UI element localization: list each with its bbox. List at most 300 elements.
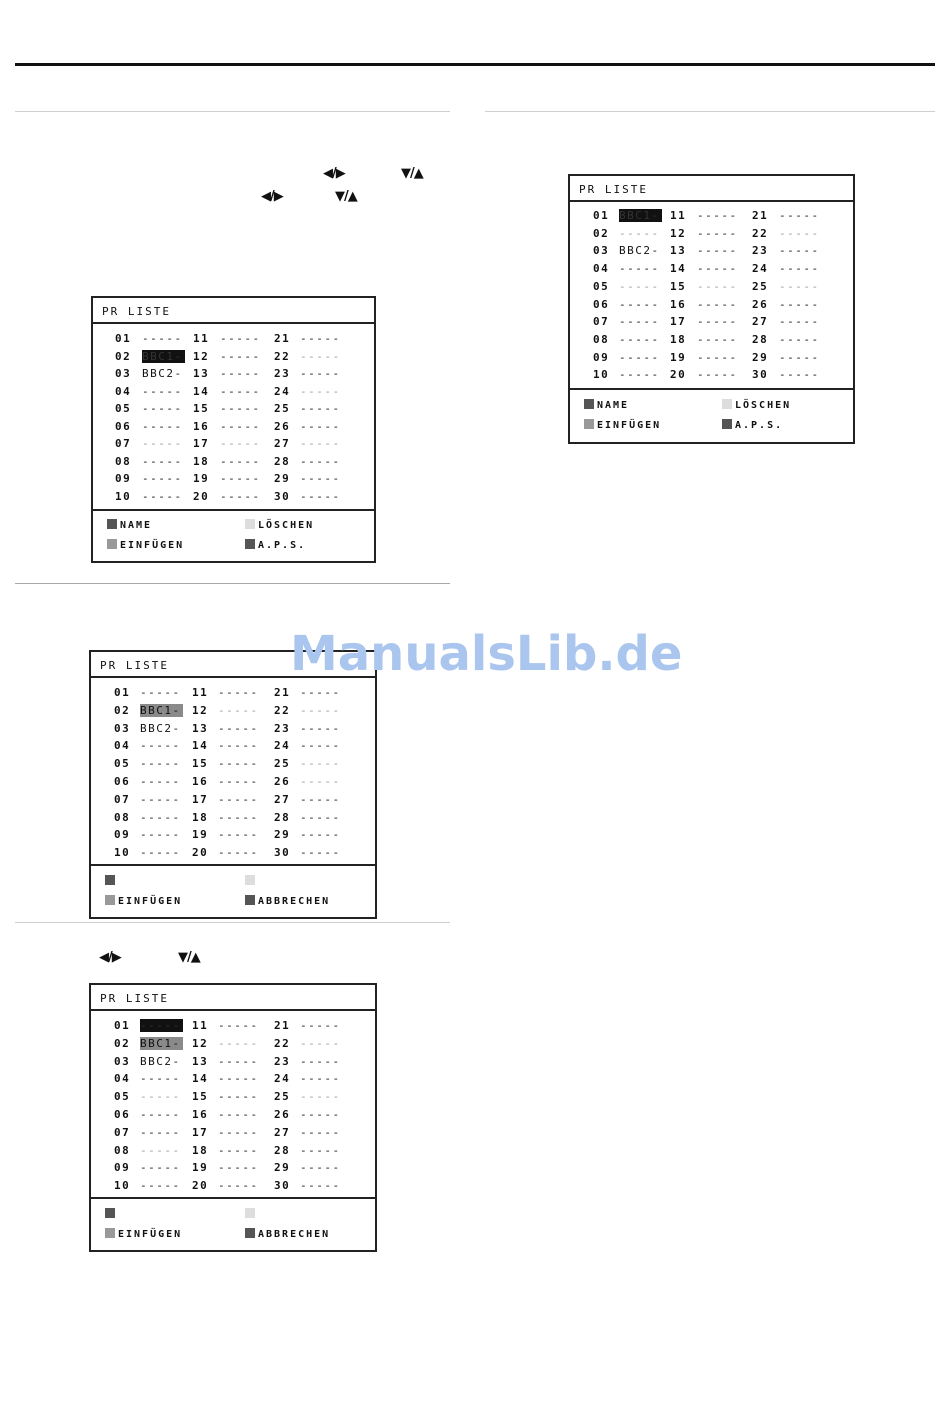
channel-name: ----- [300,419,341,433]
channel-number: 14 [192,1072,209,1086]
channel-number: 18 [192,1143,209,1157]
channel-number: 12 [193,349,210,363]
channel-name: ----- [697,297,738,311]
channel-name: ----- [619,368,660,382]
channel-name: ----- [218,1143,259,1157]
color-key-label: EINFÜGEN [597,420,662,431]
channel-name: ----- [218,1019,259,1032]
channel-name: ----- [779,315,820,329]
channel-name: BBC2- [619,244,660,258]
channel-name: ----- [218,1108,259,1121]
channel-number: 16 [193,419,210,433]
channel-name: ----- [300,1072,341,1086]
channel-number: 29 [274,1161,291,1175]
channel-number: 21 [752,209,769,222]
channel-number: 26 [274,419,291,433]
channel-name: ----- [142,472,183,485]
channel-name: BBC1- [140,704,183,717]
channel-number: 30 [274,1179,291,1193]
pr-liste-screen [89,983,377,1252]
channel-number: 27 [274,1125,291,1139]
channel-number: 06 [114,775,131,788]
channel-number: 05 [114,757,131,771]
channel-name: ----- [140,1179,181,1193]
channel-name: ----- [142,384,183,398]
channel-name: ----- [140,739,181,753]
channel-number: 04 [593,262,610,276]
channel-name: ----- [218,757,259,771]
channel-name: ----- [300,792,341,806]
channel-number: 09 [115,472,132,485]
channel-name: ----- [142,454,183,468]
channel-number: 18 [193,454,210,468]
channel-number: 09 [114,828,131,842]
channel-number: 20 [192,846,209,860]
channel-number: 10 [115,489,132,503]
channel-number: 29 [274,472,291,485]
left-right-arrows-icon: ◀/▶ [99,950,121,965]
channel-name: ----- [300,489,341,503]
channel-name: ----- [300,686,341,699]
channel-number: 25 [274,757,291,771]
channel-name: ----- [218,775,259,788]
color-key-bar [91,1197,375,1250]
channel-number: 11 [192,686,209,699]
channel-number: 17 [192,1125,209,1139]
channel-number: 19 [192,1161,209,1175]
color-key-item [107,539,184,551]
section-divider [15,922,450,923]
channel-name: ----- [140,686,181,699]
channel-number: 13 [193,367,210,380]
color-key-item [107,519,152,531]
color-key-item [105,875,118,887]
color-key-item [584,399,629,411]
channel-number: 26 [752,297,769,311]
color-key-swatch-icon [105,1228,115,1238]
down-up-arrows-icon: ▼/▲ [178,950,200,965]
channel-name: ----- [619,279,660,293]
channel-number: 15 [192,757,209,771]
channel-number: 14 [193,384,210,398]
channel-name: ----- [140,810,181,824]
color-key-swatch-icon [722,419,732,429]
channel-number: 06 [593,297,610,311]
channel-name: ----- [220,402,261,415]
channel-name: BBC2- [140,1054,181,1068]
watermark: ManualsLib.de [290,626,683,682]
channel-number: 10 [114,1179,131,1193]
channel-number: 22 [274,703,291,717]
channel-name: ----- [140,1019,183,1032]
channel-name: BBC2- [142,367,183,380]
channel-name: ----- [300,739,341,753]
page-top-rule [15,63,935,66]
channel-number: 19 [670,350,687,364]
color-key-item [584,419,661,431]
color-key-item [722,419,783,431]
channel-number: 20 [670,368,687,382]
channel-number: 15 [192,1090,209,1104]
channel-number: 03 [114,721,131,735]
color-key-label: A.P.S. [258,540,307,551]
channel-name: ----- [300,828,341,842]
color-key-item [105,1228,182,1240]
channel-name: ----- [220,349,261,363]
color-key-bar [570,388,853,442]
channel-number: 23 [274,1054,291,1068]
channel-name: ----- [779,244,820,258]
channel-number: 09 [593,350,610,364]
color-key-label: EINFÜGEN [120,540,185,551]
channel-number: 05 [593,279,610,293]
channel-number: 23 [274,721,291,735]
channel-name: ----- [300,1019,341,1032]
color-key-swatch-icon [245,895,255,905]
channel-number: 23 [274,367,291,380]
channel-number: 14 [192,739,209,753]
channel-number: 05 [115,402,132,415]
channel-name: ----- [140,1090,181,1104]
channel-number: 30 [752,368,769,382]
channel-number: 02 [114,1036,131,1050]
color-key-item [245,895,330,907]
channel-number: 05 [114,1090,131,1104]
channel-number: 13 [192,1054,209,1068]
channel-number: 15 [193,402,210,415]
channel-number: 08 [114,1143,131,1157]
color-key-label: EINFÜGEN [118,1229,183,1240]
channel-name: ----- [300,1090,341,1104]
channel-name: ----- [619,297,660,311]
channel-number: 06 [114,1108,131,1121]
color-key-label: ABBRECHEN [258,1229,331,1240]
channel-number: 15 [670,279,687,293]
color-key-swatch-icon [245,875,255,885]
channel-number: 27 [274,792,291,806]
channel-name: ----- [220,332,261,345]
channel-name: ----- [142,419,183,433]
color-key-swatch-icon [107,539,117,549]
channel-name: ----- [779,209,820,222]
channel-name: ----- [619,226,660,240]
channel-number: 01 [115,332,132,345]
channel-number: 01 [593,209,610,222]
channel-number: 16 [670,297,687,311]
channel-name: ----- [697,226,738,240]
channel-name: ----- [140,775,181,788]
channel-number: 18 [670,332,687,346]
channel-name: ----- [140,757,181,771]
channel-number: 11 [670,209,687,222]
channel-name: ----- [779,279,820,293]
channel-name: ----- [300,1161,341,1175]
channel-number: 02 [114,703,131,717]
channel-number: 28 [274,810,291,824]
channel-name: ----- [300,1179,341,1193]
channel-number: 06 [115,419,132,433]
channel-number: 12 [192,703,209,717]
osd-title: PR LISTE [570,176,853,202]
channel-number: 08 [593,332,610,346]
channel-number: 19 [193,472,210,485]
left-right-arrows-icon: ◀/▶ [261,189,283,204]
color-key-swatch-icon [584,399,594,409]
channel-number: 28 [752,332,769,346]
color-key-swatch-icon [245,1228,255,1238]
channel-number: 11 [193,332,210,345]
channel-name: ----- [142,489,183,503]
channel-number: 28 [274,454,291,468]
channel-name: ----- [697,368,738,382]
channel-number: 03 [114,1054,131,1068]
channel-name: ----- [619,262,660,276]
channel-name: ----- [300,757,341,771]
channel-number: 25 [274,402,291,415]
channel-name: ----- [218,1054,259,1068]
channel-number: 29 [274,828,291,842]
channel-name: ----- [220,489,261,503]
channel-number: 21 [274,1019,291,1032]
color-key-swatch-icon [245,519,255,529]
channel-number: 28 [274,1143,291,1157]
channel-number: 26 [274,775,291,788]
osd-title: PR LISTE [91,985,375,1011]
channel-number: 21 [274,332,291,345]
channel-name: ----- [218,828,259,842]
color-key-label: LÖSCHEN [258,520,315,531]
channel-number: 07 [114,792,131,806]
channel-name: ----- [140,1072,181,1086]
channel-number: 17 [192,792,209,806]
channel-number: 17 [670,315,687,329]
channel-number: 04 [115,384,132,398]
channel-name: ----- [220,454,261,468]
channel-number: 07 [114,1125,131,1139]
channel-name: ----- [697,244,738,258]
channel-name: ----- [300,437,341,450]
channel-name: ----- [218,810,259,824]
channel-number: 25 [274,1090,291,1104]
channel-name: ----- [779,368,820,382]
color-key-swatch-icon [105,895,115,905]
pr-liste-screen [89,650,377,919]
channel-name: ----- [140,828,181,842]
channel-name: ----- [140,1108,181,1121]
channel-name: ----- [218,686,259,699]
channel-name: ----- [140,1161,181,1175]
channel-name: ----- [697,279,738,293]
color-key-swatch-icon [245,539,255,549]
channel-number: 08 [115,454,132,468]
osd-title: PR LISTE [91,652,375,678]
channel-number: 21 [274,686,291,699]
channel-number: 13 [670,244,687,258]
channel-name: ----- [142,402,183,415]
channel-name: ----- [300,402,341,415]
channel-name: ----- [218,1036,259,1050]
color-key-label: A.P.S. [735,420,784,431]
channel-number: 09 [114,1161,131,1175]
color-key-label: NAME [597,400,630,411]
color-key-item [245,875,258,887]
channel-number: 19 [192,828,209,842]
channel-name: ----- [619,315,660,329]
channel-name: ----- [220,367,261,380]
channel-number: 27 [274,437,291,450]
channel-name: ----- [220,384,261,398]
channel-name: ----- [218,1161,259,1175]
channel-number: 22 [274,1036,291,1050]
color-key-item [245,1208,258,1220]
channel-name: ----- [220,437,261,450]
channel-number: 22 [752,226,769,240]
channel-name: ----- [300,332,341,345]
pr-liste-screen [91,296,376,563]
down-up-arrows-icon: ▼/▲ [335,189,357,204]
channel-name: ----- [142,437,183,450]
channel-name: ----- [300,775,341,788]
channel-name: BBC1- [619,209,662,222]
channel-name: ----- [218,721,259,735]
left-right-arrows-icon: ◀/▶ [323,166,345,181]
color-key-swatch-icon [245,1208,255,1218]
color-key-item [105,1208,118,1220]
channel-name: ----- [300,1036,341,1050]
channel-number: 13 [192,721,209,735]
color-key-bar [91,864,375,917]
channel-name: ----- [300,846,341,860]
channel-number: 07 [115,437,132,450]
channel-name: ----- [697,332,738,346]
channel-number: 12 [192,1036,209,1050]
channel-name: ----- [300,454,341,468]
channel-name: ----- [779,262,820,276]
channel-name: ----- [697,209,738,222]
channel-name: ----- [220,419,261,433]
channel-number: 23 [752,244,769,258]
color-key-item [245,1228,330,1240]
channel-number: 22 [274,349,291,363]
channel-name: BBC2- [140,721,181,735]
channel-name: ----- [218,1179,259,1193]
channel-name: ----- [779,226,820,240]
channel-name: ----- [300,1108,341,1121]
down-up-arrows-icon: ▼/▲ [401,166,423,181]
channel-name: ----- [300,721,341,735]
channel-name: ----- [300,472,341,485]
channel-number: 17 [193,437,210,450]
channel-name: ----- [779,332,820,346]
color-key-item [105,895,182,907]
channel-name: ----- [779,297,820,311]
channel-name: ----- [300,703,341,717]
channel-name: ----- [218,792,259,806]
channel-name: ----- [300,349,341,363]
channel-number: 04 [114,1072,131,1086]
channel-number: 16 [192,1108,209,1121]
color-key-label: EINFÜGEN [118,896,183,907]
pr-liste-screen [568,174,855,444]
color-key-item [245,519,314,531]
channel-number: 16 [192,775,209,788]
channel-name: ----- [300,1143,341,1157]
osd-title: PR LISTE [93,298,374,324]
channel-number: 11 [192,1019,209,1032]
channel-number: 24 [274,1072,291,1086]
channel-name: BBC1- [142,350,185,363]
channel-name: BBC1- [140,1037,183,1050]
channel-number: 03 [115,367,132,380]
channel-number: 30 [274,846,291,860]
channel-name: ----- [300,1125,341,1139]
channel-number: 03 [593,244,610,258]
color-key-swatch-icon [105,875,115,885]
channel-name: ----- [218,1125,259,1139]
channel-number: 04 [114,739,131,753]
channel-number: 27 [752,315,769,329]
color-key-label: LÖSCHEN [735,400,792,411]
color-key-swatch-icon [722,399,732,409]
channel-number: 24 [274,739,291,753]
channel-number: 30 [274,489,291,503]
channel-number: 24 [274,384,291,398]
color-key-label: ABBRECHEN [258,896,331,907]
channel-name: ----- [779,350,820,364]
channel-name: ----- [697,262,738,276]
channel-name: ----- [140,846,181,860]
channel-name: ----- [697,350,738,364]
channel-number: 02 [593,226,610,240]
channel-name: ----- [218,703,259,717]
channel-number: 01 [114,1019,131,1032]
channel-name: ----- [300,1054,341,1068]
channel-number: 25 [752,279,769,293]
section-divider [485,111,935,112]
color-key-label: NAME [120,520,153,531]
channel-number: 08 [114,810,131,824]
channel-name: ----- [140,792,181,806]
channel-name: ----- [619,332,660,346]
color-key-item [722,399,791,411]
channel-number: 02 [115,349,132,363]
channel-number: 26 [274,1108,291,1121]
channel-name: ----- [300,810,341,824]
channel-name: ----- [619,350,660,364]
channel-number: 12 [670,226,687,240]
channel-number: 14 [670,262,687,276]
channel-name: ----- [218,846,259,860]
channel-number: 20 [193,489,210,503]
channel-name: ----- [697,315,738,329]
channel-name: ----- [220,472,261,485]
channel-name: ----- [140,1125,181,1139]
channel-number: 07 [593,315,610,329]
section-divider [15,583,450,584]
color-key-swatch-icon [105,1208,115,1218]
channel-name: ----- [218,1072,259,1086]
channel-number: 10 [114,846,131,860]
section-divider [15,111,450,112]
channel-name: ----- [300,384,341,398]
color-key-swatch-icon [107,519,117,529]
channel-number: 01 [114,686,131,699]
channel-number: 18 [192,810,209,824]
channel-name: ----- [218,739,259,753]
color-key-item [245,539,306,551]
color-key-bar [93,509,374,561]
channel-number: 29 [752,350,769,364]
